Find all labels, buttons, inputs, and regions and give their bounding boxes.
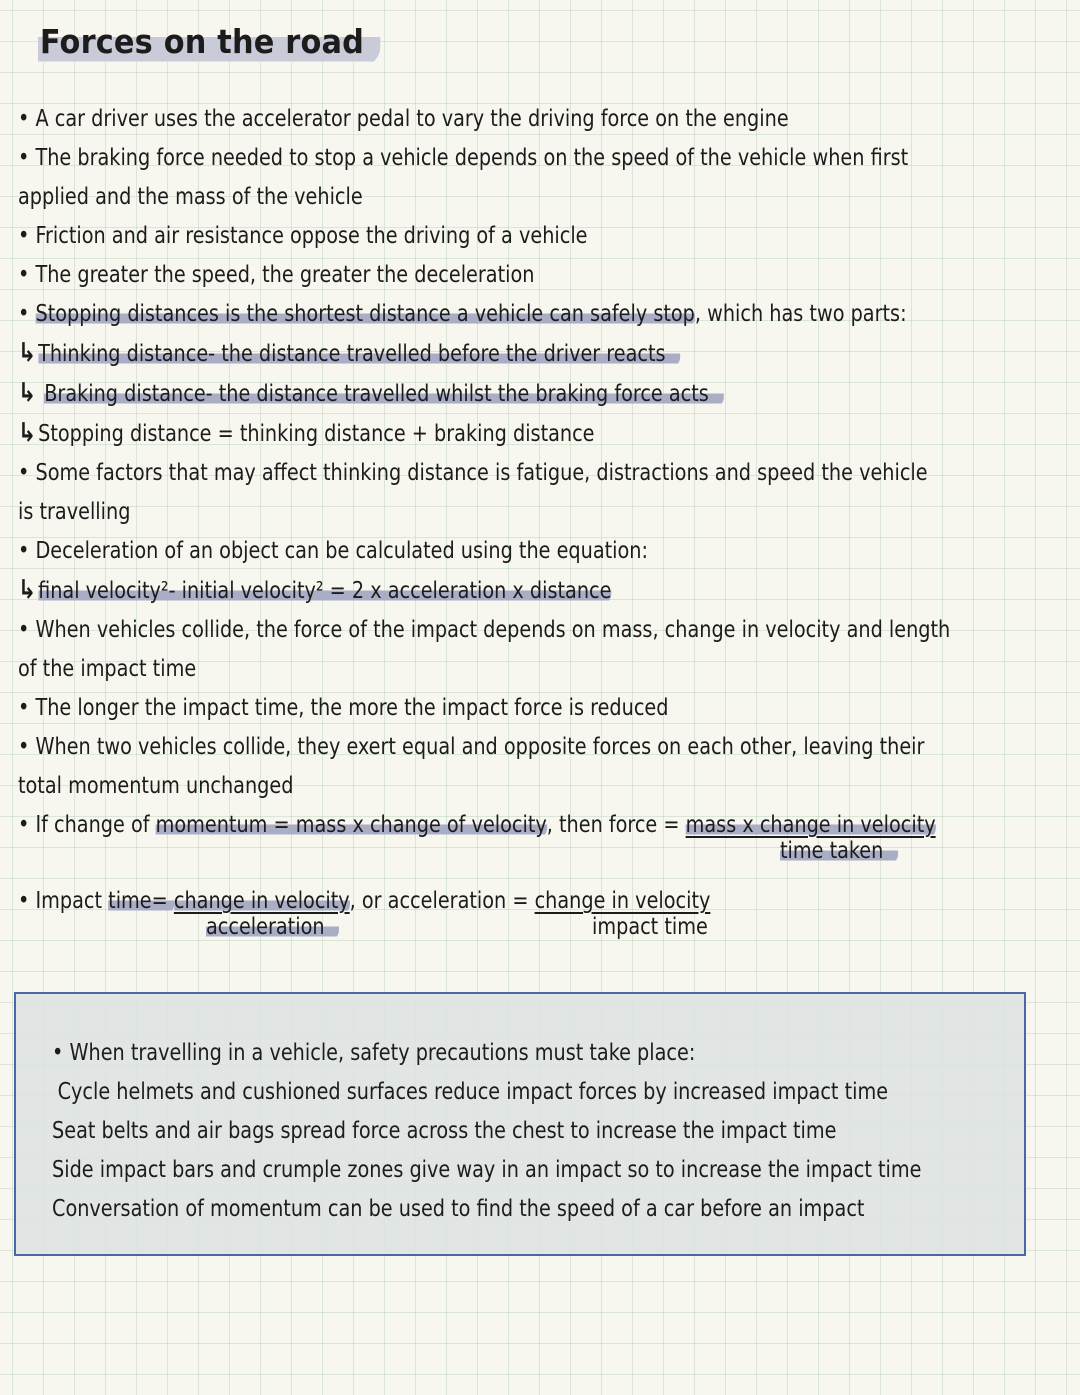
fraction-denominator: acceleration	[206, 914, 339, 940]
safety-box-content	[52, 1034, 987, 1229]
box-line	[52, 1190, 922, 1229]
highlighted-text: Stopping distances is the shortest distance a vehicle can safely stop	[35, 301, 695, 327]
box-line	[52, 1112, 922, 1151]
note-text: is travelling	[18, 499, 131, 525]
note-text: When two vehicles collide, they exert equal and opposite forces on each other, leaving their	[35, 734, 925, 760]
bullet-icon: •	[18, 734, 30, 760]
equation-text: final velocity²- initial velocity² = 2 x acceleration x distance	[38, 578, 612, 604]
note-text: Friction and air resistance oppose the driving of a vehicle	[35, 223, 588, 249]
notes-list	[18, 100, 1058, 845]
arrow-icon: ↳	[18, 418, 37, 448]
safety-box	[14, 992, 1026, 1256]
note-text: The braking force needed to stop a vehicle depends on the speed of the vehicle when first	[35, 145, 909, 171]
note-text: The greater the speed, the greater the deceleration	[35, 262, 535, 288]
note-line	[18, 454, 985, 493]
bullet-icon: •	[18, 145, 30, 171]
bullet-icon: •	[18, 812, 30, 838]
arrow-icon: ↳	[18, 575, 37, 605]
bullet-icon: •	[18, 301, 30, 327]
arrow-icon: ↳	[18, 338, 37, 368]
note-text: When vehicles collide, the force of the impact depends on mass, change in velocity and length	[35, 617, 951, 643]
box-text: Side impact bars and crumple zones give way in an impact so to increase the impact time	[52, 1157, 922, 1183]
note-line	[18, 650, 985, 689]
note-line	[18, 493, 985, 532]
note-text: , which has two parts:	[694, 301, 907, 327]
bullet-icon: •	[18, 223, 30, 249]
highlighted-text: momentum = mass x change of velocity	[155, 812, 547, 838]
note-text: Deceleration of an object can be calculated using the equation:	[35, 538, 649, 564]
highlighted-text: Thinking distance- the distance travelled before the driver reacts	[38, 341, 680, 367]
note-line	[18, 334, 985, 374]
note-line	[18, 611, 985, 650]
note-line	[18, 139, 985, 178]
fraction-denominator: impact time	[592, 914, 708, 940]
note-text: total momentum unchanged	[18, 773, 294, 799]
bullet-icon: •	[18, 695, 30, 721]
note-line	[18, 100, 985, 139]
arrow-icon: ↳	[18, 378, 37, 408]
note-text: Stopping distance = thinking distance + braking distance	[38, 421, 595, 447]
note-text: , or acceleration =	[349, 888, 535, 914]
box-line	[52, 1034, 922, 1073]
note-line	[18, 689, 985, 728]
box-text: Cycle helmets and cushioned surfaces reduce impact forces by increased impact time	[57, 1079, 889, 1105]
highlighted-text: time=	[108, 888, 174, 914]
note-line	[18, 374, 985, 414]
fraction-numerator: mass x change in velocity	[685, 812, 936, 838]
bullet-icon: •	[18, 538, 30, 564]
note-line	[18, 571, 985, 611]
page-title: Forces on the road	[38, 20, 381, 65]
title-wrap	[38, 20, 410, 65]
bullet-icon: •	[18, 617, 30, 643]
box-text: When travelling in a vehicle, safety precautions must take place:	[69, 1040, 696, 1066]
fraction-denominator-wrap	[592, 914, 708, 940]
box-text: Conversation of momentum can be used to find the speed of a car before an impact	[52, 1196, 865, 1222]
note-text: , then force =	[546, 812, 686, 838]
note-line	[18, 532, 985, 571]
fraction-denominator-wrap	[780, 838, 898, 864]
fraction-numerator: change in velocity	[173, 888, 350, 914]
note-line	[18, 767, 985, 806]
note-text: Some factors that may affect thinking distance is fatigue, distractions and speed the vehicle	[35, 460, 928, 486]
note-line	[18, 178, 985, 217]
box-line	[52, 1073, 922, 1112]
note-line	[18, 217, 985, 256]
bullet-icon: •	[18, 460, 30, 486]
bullet-icon: •	[18, 106, 30, 132]
box-line	[52, 1151, 922, 1190]
note-line	[18, 256, 985, 295]
bullet-icon: •	[18, 262, 30, 288]
fraction-denominator: time taken	[780, 838, 898, 864]
bullet-icon: •	[18, 888, 30, 914]
box-text: Seat belts and air bags spread force across the chest to increase the impact time	[52, 1118, 837, 1144]
note-text: A car driver uses the accelerator pedal to vary the driving force on the engine	[35, 106, 789, 132]
bullet-icon: •	[52, 1040, 64, 1066]
highlighted-text: Braking distance- the distance travelled whilst the braking force acts	[44, 381, 723, 407]
note-line	[18, 728, 985, 767]
fraction-denominator-wrap	[206, 914, 339, 940]
fraction-numerator: change in velocity	[534, 888, 711, 914]
note-text: If change of	[35, 812, 156, 838]
note-text: Impact	[35, 888, 109, 914]
note-text: of the impact time	[18, 656, 197, 682]
note-line	[18, 414, 985, 454]
note-text: The longer the impact time, the more the impact force is reduced	[35, 695, 669, 721]
note-text: applied and the mass of the vehicle	[18, 184, 363, 210]
note-line	[18, 295, 985, 334]
